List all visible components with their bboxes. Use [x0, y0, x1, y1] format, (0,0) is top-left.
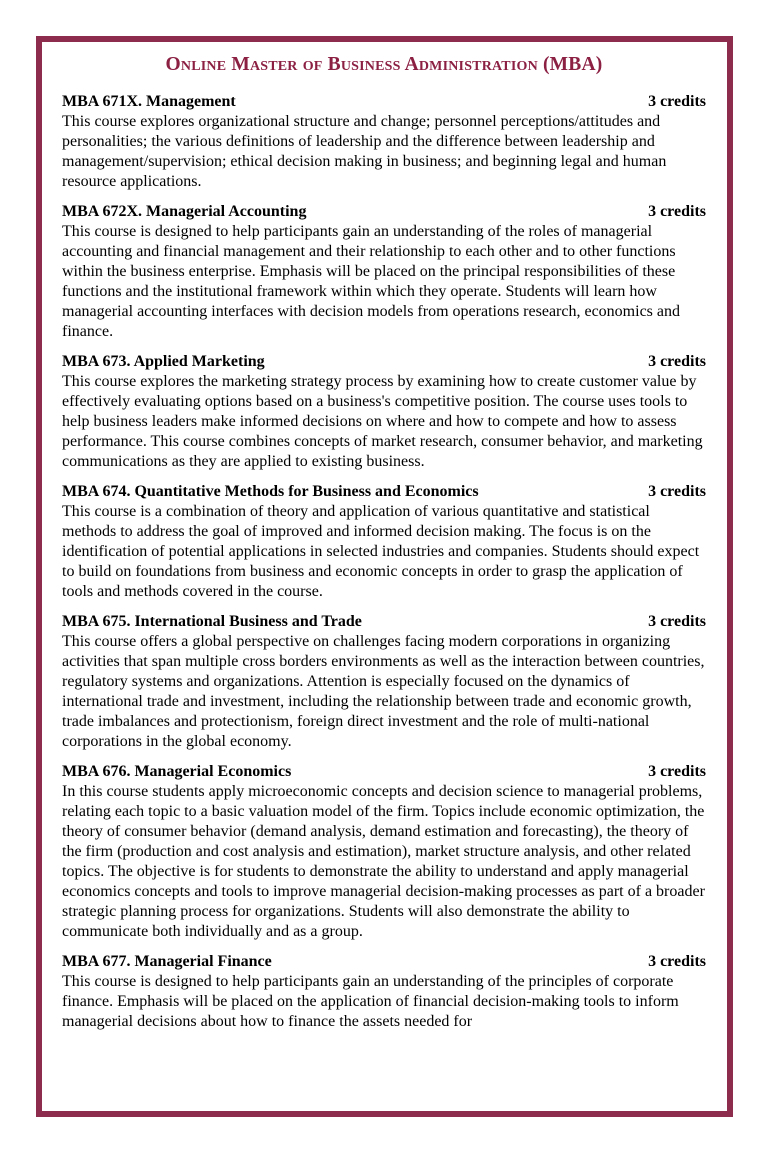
course-mba-675	[62, 612, 706, 752]
course-mba-676	[62, 762, 706, 942]
page-title: Online Master of Business Administration (MBA)	[165, 54, 603, 75]
course-description: This course is designed to help participants gain an understanding of the principles of corporate finance. Emphasis will be placed on the application of financial decision-making tools to inform managerial decisions about how to finance the assets needed for	[62, 973, 679, 1030]
course-code-title: MBA 672X. Managerial Accounting	[62, 203, 307, 220]
course-credits: 3 credits	[648, 953, 706, 970]
course-code-title: MBA 675. International Business and Trade	[62, 613, 362, 630]
page-frame	[36, 36, 733, 1117]
course-code-title: MBA 671X. Management	[62, 93, 236, 110]
course-description: This course explores the marketing strategy process by examining how to create customer value by effectively evaluating options based on a business's competitive position. The course uses tools to help business leaders make informed decisions on where and how to compete and how to assess performance. This course combines concepts of market research, consumer behavior, and marketing communications as they are applied to existing business.	[62, 373, 703, 470]
course-credits: 3 credits	[648, 93, 706, 110]
course-mba-674	[62, 482, 706, 602]
course-code-title: MBA 673. Applied Marketing	[62, 353, 265, 370]
course-header	[62, 612, 706, 632]
course-description: This course offers a global perspective on challenges facing modern corporations in organizing activities that span multiple cross borders environments as well as the interaction between countries, regulatory systems and organizations. Attention is especially focused on the dynamics of international trade and investment, including the relationship between trade and economic growth, trade imbalances and protectionism, foreign direct investment and the role of multi-national corporations in the global economy.	[62, 633, 705, 750]
course-mba-671x	[62, 92, 706, 192]
course-header	[62, 952, 706, 972]
course-description: This course explores organizational structure and change; personnel perceptions/attitudes and personalities; the various definitions of leadership and the difference between leadership and management/supervision; ethical decision making in business; and beginning legal and human resource applications.	[62, 113, 667, 190]
course-code-title: MBA 674. Quantitative Methods for Business and Economics	[62, 483, 479, 500]
course-mba-672x	[62, 202, 706, 342]
course-credits: 3 credits	[648, 763, 706, 780]
course-mba-673	[62, 352, 706, 472]
course-code-title: MBA 676. Managerial Economics	[62, 763, 292, 780]
course-code-title: MBA 677. Managerial Finance	[62, 953, 272, 970]
course-header	[62, 202, 706, 222]
course-header	[62, 92, 706, 112]
course-description: In this course students apply microeconomic concepts and decision science to managerial problems, relating each topic to a basic valuation model of the firm. Topics include economic optimization, the theory of consumer behavior (demand analysis, demand estimation and forecasting), the theory of the firm (production and cost analysis and estimation), market structure analysis, and other related topics. The objective is for students to demonstrate the ability to understand and apply managerial economics concepts and tools to improve managerial decision-making processes as part of a broader strategic planning process for organizations. Students will also demonstrate the ability to communicate both individually and as a group.	[62, 783, 705, 940]
course-credits: 3 credits	[648, 353, 706, 370]
course-description: This course is a combination of theory and application of various quantitative and statistical methods to address the goal of improved and informed decision making. The focus is on the identification of potential applications in selected industries and companies. Students should expect to build on foundations from business and economic concepts in order to grasp the application of tools and methods covered in the course.	[62, 503, 700, 600]
course-credits: 3 credits	[648, 203, 706, 220]
course-description: This course is designed to help participants gain an understanding of the roles of managerial accounting and financial management and their relationship to each other and to other functions within the business enterprise. Emphasis will be placed on the principal responsibilities of these functions and the institutional framework within which they operate. Students will learn how managerial accounting interfaces with decision models from operations research, economics and finance.	[62, 223, 680, 340]
course-credits: 3 credits	[648, 483, 706, 500]
course-header	[62, 762, 706, 782]
course-header	[62, 482, 706, 502]
course-header	[62, 352, 706, 372]
course-credits: 3 credits	[648, 613, 706, 630]
course-mba-677	[62, 952, 706, 1032]
